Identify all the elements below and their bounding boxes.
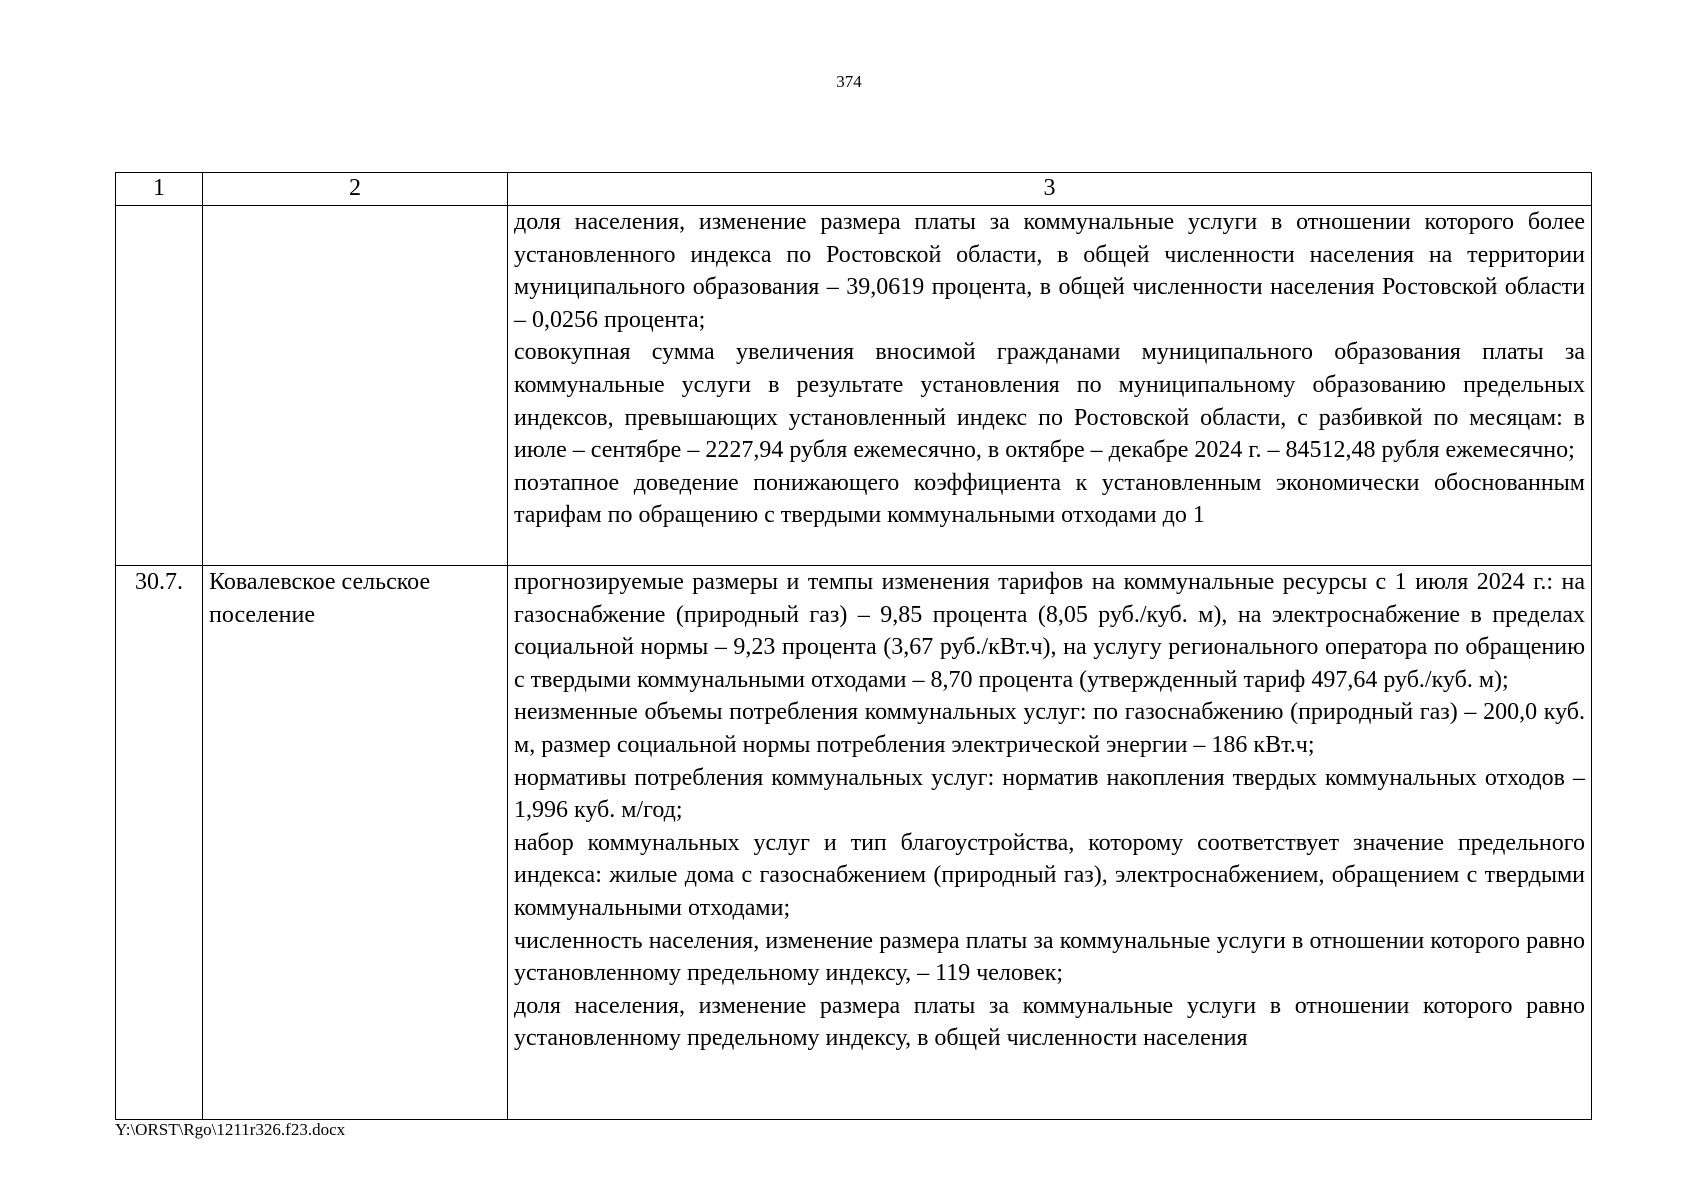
paragraph: поэтапное доведение понижающего коэффициента к установленным экономически обоснованным тарифам по обращению с твердыми коммунальными отходами до 1 [514,469,1585,529]
page-number: 374 [836,72,862,91]
paragraph: нормативы потребления коммунальных услуг: норматив накопления твердых коммунальных отходов – 1,996 куб. м/год; [514,764,1585,824]
row-text-cell [508,206,1592,566]
table-row [116,566,1592,1120]
row-name-cell [203,206,508,566]
paragraph: доля населения, изменение размера платы за коммунальные услуги в отношении которого равно установленному предельному индексу, в общей численности населения [514,992,1585,1052]
header-cell-3: 3 [508,173,1592,206]
paragraph: численность населения, изменение размера платы за коммунальные услуги в отношении которого равно установленному предельному индексу, – 119 человек; [514,927,1585,987]
paragraph: неизменные объемы потребления коммунальных услуг: по газоснабжению (природный газ) – 200,0 куб. м, размер социальной нормы потребления электрической энергии – 186 кВт.ч; [514,699,1585,758]
row-name-cell: Ковалевское сельское поселение [203,566,508,1120]
header-cell-1: 1 [116,173,203,206]
row-text-cell [508,566,1592,1120]
footer-file-path: Y:\ORST\Rgo\1211r326.f23.docx [115,1120,346,1139]
header-cell-2: 2 [203,173,508,206]
table-row [116,206,1592,566]
paragraph: набор коммунальных услуг и тип благоустройства, которому соответствует значение предельного индекса: жилые дома с газоснабжением (природный газ), электроснабжением, обращением с твердыми коммунальными отходами; [514,829,1585,921]
paragraph: доля населения, изменение размера платы за коммунальные услуги в отношении которого более установленного индекса по Ростовской области, в общей численности населения на территории муниципального образования – 39,0619 процента, в общей численности населения Ростовской области – 0,0256 процента; [514,209,1585,333]
table-header-row [116,173,1592,206]
paragraph: совокупная сумма увеличения вносимой гражданами муниципального образования платы за коммунальные услуги в результате установления по муниципальному образованию предельных индексов, превышающих установленный индекс по Ростовской области, с разбивкой по месяцам: в июле – сентябре – 2227,94 рубля ежемесячно, в октябре – декабре 2024 г. – 84512,48 рубля ежемесячно; [514,339,1585,464]
paragraph: прогнозируемые размеры и темпы изменения тарифов на коммунальные ресурсы с 1 июля 2024 г.: на газоснабжение (природный газ) – 9,85 процента (8,05 руб./куб. м), на электроснабжение в пределах социальной нормы – 9,23 процента (3,67 руб./кВт.ч), на услугу регионального оператора по обращению с твердыми коммунальными отходами – 8,70 процента (утвержденный тариф 497,64 руб./куб. м); [514,569,1585,693]
data-table [115,172,1592,1120]
row-number-cell [116,206,203,566]
row-number-cell: 30.7. [116,566,203,1120]
